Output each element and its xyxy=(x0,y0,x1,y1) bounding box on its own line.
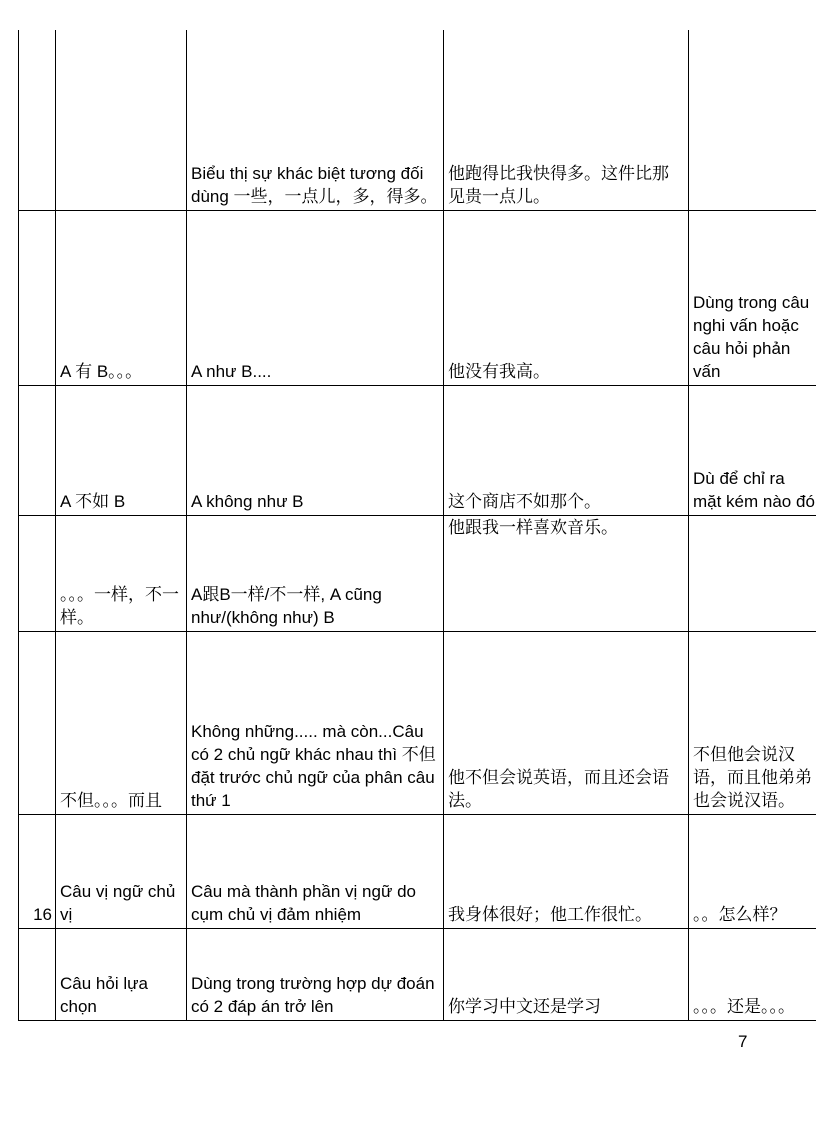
row-number xyxy=(19,210,56,385)
row-number xyxy=(19,928,56,1020)
table-row xyxy=(19,385,816,515)
table-row xyxy=(19,210,816,385)
table-row xyxy=(19,814,816,928)
grammar-form xyxy=(56,30,187,210)
row-number xyxy=(19,385,56,515)
row-number xyxy=(19,30,56,210)
table-row xyxy=(19,515,816,631)
grammar-form: Câu vị ngữ chủ vị xyxy=(56,814,187,928)
example-sentence: 这个商店不如那个。 xyxy=(444,385,689,515)
example-sentence: 我身体很好；他工作很忙。 xyxy=(444,814,689,928)
grammar-description: Dùng trong trường hợp dự đoán có 2 đáp án trở lên xyxy=(187,928,444,1020)
usage-note: 不但他会说汉语，而且他弟弟也会说汉语。 xyxy=(689,631,816,814)
usage-note: 。。。还是。。。 xyxy=(689,928,816,1020)
table-row xyxy=(19,30,816,210)
grammar-description: A không như B xyxy=(187,385,444,515)
grammar-form: Câu hỏi lựa chọn xyxy=(56,928,187,1020)
row-number xyxy=(19,631,56,814)
grammar-description: Không những..... mà còn...Câu có 2 chủ ngữ khác nhau thì 不但 đặt trước chủ ngữ của phân câu thứ 1 xyxy=(187,631,444,814)
usage-note xyxy=(689,30,816,210)
grammar-form: 不但。。。而且 xyxy=(56,631,187,814)
usage-note: Dù để chỉ ra mặt kém nào đó xyxy=(689,385,816,515)
grammar-description: Câu mà thành phần vị ngữ do cụm chủ vị đảm nhiệm xyxy=(187,814,444,928)
table-row xyxy=(19,928,816,1020)
grammar-description: A như B.... xyxy=(187,210,444,385)
row-number: 16 xyxy=(19,814,56,928)
table-row xyxy=(19,631,816,814)
example-sentence: 他跟我一样喜欢音乐。 xyxy=(444,515,689,631)
usage-note xyxy=(689,515,816,631)
grammar-form: A 不如 B xyxy=(56,385,187,515)
page-number: 7 xyxy=(738,1032,748,1051)
example-sentence: 他不但会说英语，而且还会语法。 xyxy=(444,631,689,814)
usage-note: 。。怎么样？ xyxy=(689,814,816,928)
grammar-description: A跟B一样/不一样, A cũng như/(không như) B xyxy=(187,515,444,631)
example-sentence: 他跑得比我快得多。这件比那见贵一点儿。 xyxy=(444,30,689,210)
usage-note: Dùng trong câu nghi vấn hoặc câu hỏi phản vấn xyxy=(689,210,816,385)
grammar-form: 。。。一样，不一样。 xyxy=(56,515,187,631)
example-sentence: 你学习中文还是学习 xyxy=(444,928,689,1020)
grammar-table xyxy=(18,30,816,1021)
grammar-form: A 有 B。。。 xyxy=(56,210,187,385)
grammar-description: Biểu thị sự khác biệt tương đối dùng 一些，一点儿，多，得多。 xyxy=(187,30,444,210)
example-sentence: 他没有我高。 xyxy=(444,210,689,385)
row-number xyxy=(19,515,56,631)
